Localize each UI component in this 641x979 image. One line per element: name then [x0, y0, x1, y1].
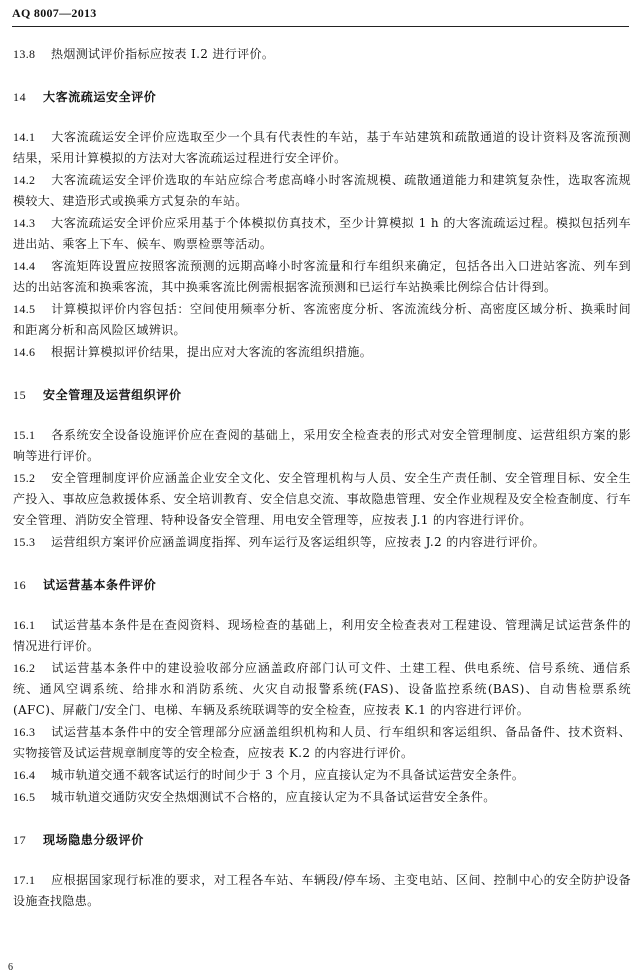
clause-number: 16.3 [13, 725, 36, 739]
clause-number: 14.2 [13, 173, 36, 187]
clause-number: 14.3 [13, 216, 36, 230]
section-heading [13, 87, 631, 108]
section-number: 16 [13, 578, 27, 592]
clause-paragraph [13, 299, 631, 341]
section-heading [13, 385, 631, 406]
document-body [13, 44, 631, 913]
clause-number: 14.1 [13, 130, 36, 144]
section-title: 大客流疏运安全评价 [43, 90, 157, 104]
clause-number: 17.1 [13, 873, 36, 887]
clause-text: 热烟测试评价指标应按表 I.2 进行评价。 [51, 47, 275, 61]
clause-text: 大客流疏运安全评价选取的车站应综合考虑高峰小时客流规模、疏散通道能力和建筑复杂性，选取客流规模较大、建造形式或换乘方式复杂的车站。 [13, 173, 631, 208]
clause-number: 13.8 [13, 47, 36, 61]
clause-text: 城市轨道交通防灾安全热烟测试不合格的，应直接认定为不具备试运营安全条件。 [51, 790, 496, 804]
header-rule [12, 26, 629, 27]
clause-number: 15.1 [13, 428, 36, 442]
section-number: 15 [13, 388, 27, 402]
clause-text: 试运营基本条件是在查阅资料、现场检查的基础上，利用安全检查表对工程建设、管理满足试运营条件的情况进行评价。 [13, 618, 631, 653]
clause-number: 16.1 [13, 618, 36, 632]
clause-text: 安全管理制度评价应涵盖企业安全文化、安全管理机构与人员、安全生产责任制、安全管理目标、安全生产投入、事故应急救援体系、安全培训教育、安全信息交流、事故隐患管理、安全作业规程及安全检查制度、行车安全管理、消防安全管理、特种设备安全管理、用电安全管理等，应按表 J.1 的内容进行评价。 [13, 471, 631, 527]
clause-paragraph [13, 127, 631, 169]
section-heading [13, 575, 631, 596]
clause-paragraph [13, 615, 631, 657]
clause-text: 应根据国家现行标准的要求，对工程各车站、车辆段/停车场、主变电站、区间、控制中心的安全防护设备设施查找隐患。 [13, 873, 631, 908]
section-title: 现场隐患分级评价 [43, 833, 144, 847]
clause-text: 大客流疏运安全评价应选取至少一个具有代表性的车站，基于车站建筑和疏散通道的设计资料及客流预测结果，采用计算模拟的方法对大客流疏运过程进行安全评价。 [13, 130, 631, 165]
clause-paragraph [13, 468, 631, 531]
clause-text: 城市轨道交通不载客试运行的时间少于 3 个月，应直接认定为不具备试运营安全条件。 [51, 768, 525, 782]
clause-number: 16.2 [13, 661, 36, 675]
clause-paragraph [13, 765, 631, 786]
clause-paragraph [13, 870, 631, 912]
clause-text: 试运营基本条件中的安全管理部分应涵盖组织机构和人员、行车组织和客运组织、备品备件、技术资料、实物接管及试运营规章制度等的安全检查，应按表 K.2 的内容进行评价。 [13, 725, 631, 760]
clause-text: 大客流疏运安全评价应采用基于个体模拟仿真技术，至少计算模拟 1 h 的大客流疏运过程。模拟包括列车进出站、乘客上下车、候车、购票检票等活动。 [13, 216, 631, 251]
clause-paragraph [13, 532, 631, 553]
clause-paragraph [13, 342, 631, 363]
standard-code: AQ 8007—2013 [12, 6, 97, 20]
clause-paragraph [13, 170, 631, 212]
section-number: 17 [13, 833, 27, 847]
clause-paragraph [13, 722, 631, 764]
section-heading [13, 830, 631, 851]
clause-paragraph [13, 256, 631, 298]
clause-number: 15.2 [13, 471, 36, 485]
clause-number: 16.4 [13, 768, 36, 782]
clause-number: 14.6 [13, 345, 36, 359]
clause-text: 运营组织方案评价应涵盖调度指挥、列车运行及客运组织等，应按表 J.2 的内容进行评价。 [51, 535, 546, 549]
clause-text: 客流矩阵设置应按照客流预测的远期高峰小时客流量和行车组织来确定，包括各出入口进站客流、列车到达的出站客流和换乘客流，其中换乘客流比例需根据客流预测和已运行车站换乘比例综合估计得到。 [13, 259, 631, 294]
section-title: 试运营基本条件评价 [43, 578, 157, 592]
clause-number: 15.3 [13, 535, 36, 549]
clause-number: 14.5 [13, 302, 36, 316]
clause-paragraph [13, 213, 631, 255]
clause-text: 试运营基本条件中的建设验收部分应涵盖政府部门认可文件、土建工程、供电系统、信号系统、通信系统、通风空调系统、给排水和消防系统、火灾自动报警系统(FAS)、设备监控系统(BAS)、自动售检票系统(AFC)、屏蔽门/安全门、电梯、车辆及系统联调等的安全检查，应按表 K.1 的内容进行评价。 [13, 661, 631, 717]
clause-paragraph [13, 425, 631, 467]
clause-text: 计算模拟评价内容包括：空间使用频率分析、客流密度分析、客流流线分析、高密度区域分析、换乘时间和距离分析和高风险区域辨识。 [13, 302, 631, 337]
page-number: 6 [8, 962, 13, 973]
section-title: 安全管理及运营组织评价 [43, 388, 182, 402]
clause-text: 各系统安全设备设施评价应在查阅的基础上，采用安全检查表的形式对安全管理制度、运营组织方案的影响等进行评价。 [13, 428, 631, 463]
section-number: 14 [13, 90, 27, 104]
clause-text: 根据计算模拟评价结果，提出应对大客流的客流组织措施。 [51, 345, 373, 359]
clause-paragraph [13, 658, 631, 721]
clause-paragraph [13, 44, 631, 65]
clause-number: 16.5 [13, 790, 36, 804]
clause-number: 14.4 [13, 259, 36, 273]
clause-paragraph [13, 787, 631, 808]
